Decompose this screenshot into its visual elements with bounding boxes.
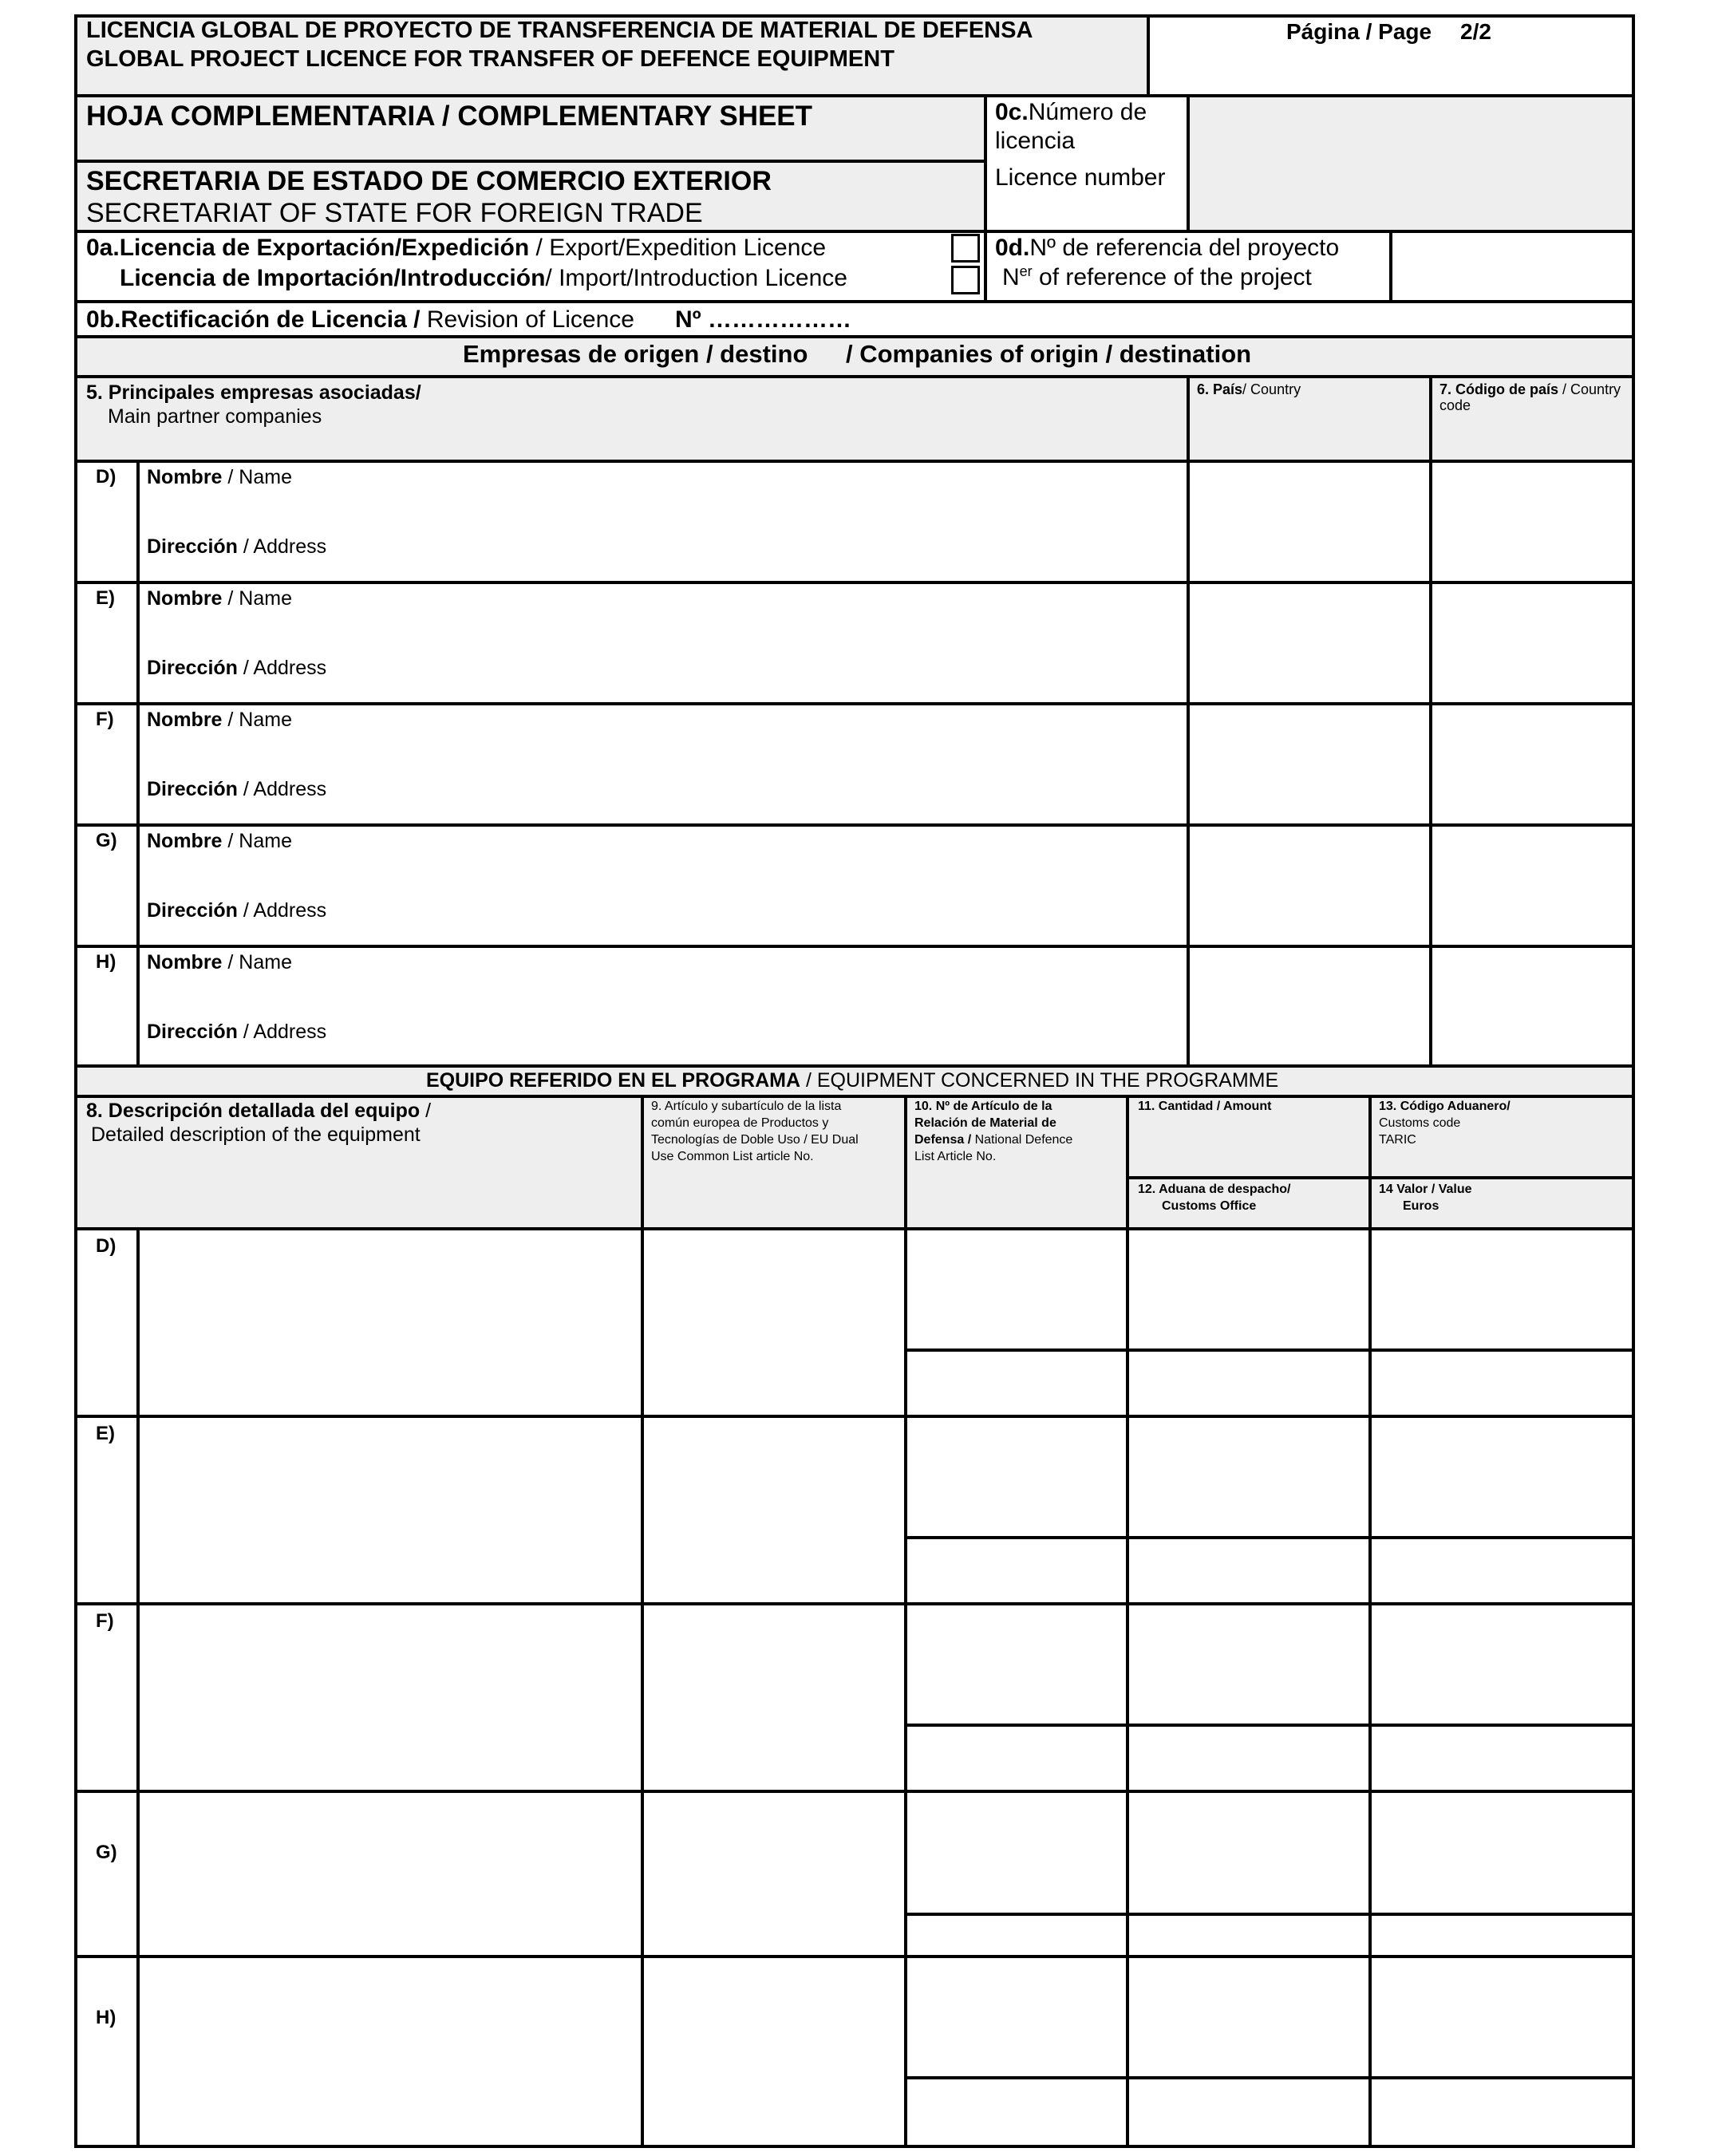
col7-header-text (1439, 381, 1621, 398)
export-licence-es: Licencia de Exportación/Expedición (119, 235, 530, 261)
col8-header-text (86, 1100, 431, 1123)
equipment-e-customs-code[interactable] (1368, 1415, 1635, 1539)
company-g-name-address[interactable] (136, 823, 1190, 948)
company-name-label-bold: Nombre (147, 466, 223, 488)
equipment-f-customs-code[interactable] (1368, 1602, 1635, 1727)
equipment-d-description[interactable] (136, 1227, 644, 1418)
col12-header-1: 12. Aduana de despacho/ (1138, 1183, 1291, 1196)
company-g-country[interactable] (1187, 823, 1432, 948)
header-title-en: GLOBAL PROJECT LICENCE FOR TRANSFER OF DEFENCE EQUIPMENT (86, 46, 894, 72)
equipment-row-label: E) (96, 1423, 115, 1444)
field-0c-label-es-1: Número de (1028, 99, 1147, 125)
company-f-country-code[interactable] (1429, 702, 1635, 827)
equipment-d-defence-article[interactable] (904, 1227, 1129, 1352)
company-address-label (147, 899, 326, 922)
company-row-label: G) (96, 830, 117, 851)
companies-section-en: / Companies of origin / destination (846, 340, 1252, 368)
equipment-e-description[interactable] (136, 1415, 644, 1605)
col10-line-3-bold: Defensa / (914, 1133, 972, 1147)
header-title-es: LICENCIA GLOBAL DE PROYECTO DE TRANSFERENCIA DE MATERIAL DE DEFENSA (86, 18, 1033, 43)
company-name-label-en: / Name (222, 466, 292, 488)
company-name-label-bold: Nombre (147, 830, 223, 852)
page-label: Página / Page (1286, 19, 1432, 44)
company-d-country-code[interactable] (1429, 460, 1635, 584)
col7-header-en-1: / Country (1558, 381, 1621, 397)
company-address-label-bold: Dirección (147, 657, 238, 679)
col6-header-en: / Country (1242, 381, 1301, 397)
company-h-name-address[interactable] (136, 945, 1190, 1069)
company-name-label-en: / Name (222, 709, 292, 731)
company-address-label (147, 1021, 326, 1044)
company-h-country[interactable] (1187, 945, 1432, 1069)
field-0a-number: 0a. (86, 235, 120, 261)
field-0c-number: 0c. (995, 99, 1029, 125)
company-name-label-en: / Name (222, 951, 292, 973)
equipment-f-value[interactable] (1368, 1724, 1635, 1793)
company-address-label-bold: Dirección (147, 778, 238, 800)
company-name-label (147, 709, 292, 732)
col7-header-bold: 7. Código de país (1439, 381, 1559, 397)
licence-number-input[interactable] (1187, 94, 1635, 233)
equipment-f-customs-office[interactable] (1126, 1724, 1372, 1793)
company-name-label-en: / Name (222, 587, 292, 610)
export-licence-en: / Export/Expedition Licence (529, 235, 827, 261)
col10-line-3 (914, 1133, 1072, 1147)
equipment-f-amount[interactable] (1126, 1602, 1372, 1727)
equipment-d-dual-use-article[interactable] (641, 1227, 907, 1418)
col9-line-1: 9. Artículo y subartículo de la lista (651, 1100, 842, 1113)
revision-label (86, 306, 634, 334)
col6-header-text (1197, 381, 1301, 398)
equipment-e-defence-article-extra[interactable] (904, 1536, 1129, 1605)
equipment-e-amount[interactable] (1126, 1415, 1372, 1539)
equipment-e-dual-use-article[interactable] (641, 1415, 907, 1605)
company-address-label-en: / Address (237, 535, 327, 558)
company-address-label-en: / Address (237, 657, 327, 679)
company-e-name-address[interactable] (136, 581, 1190, 705)
company-address-label-en: / Address (237, 899, 327, 922)
equipment-row-label-cell (74, 1790, 140, 1958)
authority-es: SECRETARIA DE ESTADO DE COMERCIO EXTERIOR (86, 166, 772, 196)
equipment-g-customs-office[interactable] (1126, 1913, 1372, 1958)
equipment-h-amount[interactable] (1126, 1955, 1372, 2079)
company-address-label-en: / Address (237, 778, 327, 800)
import-licence-es: Licencia de Importación/Introducción (120, 265, 546, 291)
company-name-label-bold: Nombre (147, 709, 223, 731)
col9-line-3: Tecnologías de Doble Uso / EU Dual (651, 1133, 859, 1147)
project-reference-label-en (1002, 263, 1312, 292)
field-0d-number: 0d. (995, 235, 1030, 261)
col6-header-bold: 6. País (1197, 381, 1243, 397)
equipment-d-defence-article-extra[interactable] (904, 1348, 1129, 1418)
equipment-e-value[interactable] (1368, 1536, 1635, 1605)
export-licence-label (86, 235, 826, 263)
import-licence-checkbox[interactable] (951, 266, 980, 294)
equipment-h-customs-office[interactable] (1126, 2076, 1372, 2148)
equipment-f-description[interactable] (136, 1602, 644, 1793)
company-name-label-bold: Nombre (147, 587, 223, 610)
company-e-country[interactable] (1187, 581, 1432, 705)
col9-line-4: Use Common List article No. (651, 1150, 814, 1163)
licence-number-label-es (995, 99, 1147, 127)
col14-header-1: 14 Valor / Value (1379, 1183, 1472, 1196)
import-licence-label (120, 265, 847, 293)
equipment-g-dual-use-article[interactable] (641, 1790, 907, 1958)
companies-section-es: Empresas de origen / destino (463, 340, 808, 368)
company-f-country[interactable] (1187, 702, 1432, 827)
company-d-country[interactable] (1187, 460, 1432, 584)
company-row-label: E) (96, 587, 115, 609)
col10-line-1: 10. Nº de Artículo de la (914, 1100, 1052, 1113)
project-reference-label-es (995, 235, 1339, 263)
col10-line-4: List Article No. (914, 1150, 997, 1163)
col13-header-en-1: Customs code (1379, 1116, 1461, 1130)
equipment-d-customs-office[interactable] (1126, 1348, 1372, 1418)
field-0c-label-en: Licence number (995, 164, 1166, 191)
equipment-g-defence-article[interactable] (904, 1790, 1129, 1916)
col10-line-2: Relación de Material de (914, 1116, 1056, 1130)
company-e-country-code[interactable] (1429, 581, 1635, 705)
equipment-e-defence-article[interactable] (904, 1415, 1129, 1539)
col7-header-en-2: code (1439, 397, 1471, 413)
equipment-h-description[interactable] (136, 1955, 644, 2148)
col10-line-3-en: National Defence (971, 1133, 1073, 1147)
equipment-g-customs-code[interactable] (1368, 1790, 1635, 1916)
export-licence-checkbox[interactable] (951, 234, 980, 263)
equipment-g-value[interactable] (1368, 1913, 1635, 1958)
field-0c-label-es-2: licencia (995, 128, 1076, 154)
company-g-country-code[interactable] (1429, 823, 1635, 948)
company-f-name-address[interactable] (136, 702, 1190, 827)
equipment-f-defence-article[interactable] (904, 1602, 1129, 1727)
company-row-label: F) (96, 709, 114, 730)
company-name-label (147, 951, 292, 974)
company-address-label (147, 657, 326, 680)
col11-header-text: 11. Cantidad / Amount (1138, 1100, 1272, 1113)
equipment-row-label: F) (96, 1610, 114, 1632)
page-number: 2/2 (1460, 19, 1491, 44)
authority-en: SECRETARIAT OF STATE FOR FOREIGN TRADE (86, 198, 703, 228)
company-address-label (147, 535, 326, 559)
col12-header-2: Customs Office (1162, 1199, 1257, 1213)
field-0d-label-es: Nº de referencia del proyecto (1029, 235, 1340, 261)
equipment-section-bold: EQUIPO REFERIDO EN EL PROGRAMA (426, 1069, 801, 1092)
col8-header-slash: / (420, 1100, 432, 1122)
import-licence-en: / Import/Introduction Licence (545, 265, 847, 291)
equipment-h-value[interactable] (1368, 2076, 1635, 2148)
sheet-title: HOJA COMPLEMENTARIA / COMPLEMENTARY SHEET (86, 101, 813, 132)
company-h-country-code[interactable] (1429, 945, 1635, 1069)
company-name-label (147, 830, 292, 853)
equipment-h-defence-article-extra[interactable] (904, 2076, 1129, 2148)
company-address-label-bold: Dirección (147, 535, 238, 558)
col5-header-bold: 5. Principales empresas asociadas/ (86, 381, 421, 404)
equipment-g-amount[interactable] (1126, 1790, 1372, 1916)
equipment-row-label: D) (96, 1235, 117, 1257)
company-name-label-en: / Name (222, 830, 292, 852)
equipment-d-customs-code[interactable] (1368, 1227, 1635, 1352)
equipment-g-defence-article-extra[interactable] (904, 1913, 1129, 1958)
company-address-label-bold: Dirección (147, 1021, 238, 1043)
equipment-row-label-cell (74, 1955, 140, 2148)
equipment-e-customs-office[interactable] (1126, 1536, 1372, 1605)
equipment-d-amount[interactable] (1126, 1227, 1372, 1352)
field-0b-number: 0b. (86, 306, 121, 333)
company-address-label-bold: Dirección (147, 899, 238, 922)
col9-line-2: común europea de Productos y (651, 1116, 829, 1130)
field-0d-en-prefix: N (1002, 264, 1020, 290)
col13-header-bold: 13. Código Aduanero/ (1379, 1100, 1511, 1113)
equipment-d-value[interactable] (1368, 1348, 1635, 1418)
col8-header-bold: 8. Descripción detallada del equipo (86, 1100, 421, 1122)
col14-header-2: Euros (1403, 1199, 1439, 1213)
company-name-label (147, 587, 292, 610)
equipment-h-dual-use-article[interactable] (641, 1955, 907, 2148)
equipment-g-description[interactable] (136, 1790, 644, 1958)
col13-header-en-2: TARIC (1379, 1133, 1416, 1147)
equipment-section-en: / EQUIPMENT CONCERNED IN THE PROGRAMME (800, 1069, 1279, 1092)
equipment-f-defence-article-extra[interactable] (904, 1724, 1129, 1793)
company-name-label (147, 466, 292, 489)
equipment-row-label: G) (96, 1842, 117, 1863)
equipment-h-customs-code[interactable] (1368, 1955, 1635, 2079)
field-0d-en-sup: er (1019, 263, 1033, 279)
company-name-label-bold: Nombre (147, 951, 223, 973)
company-d-name-address[interactable] (136, 460, 1190, 584)
revision-label-en: Revision of Licence (420, 306, 634, 333)
equipment-row-label: H) (96, 2007, 117, 2028)
col5-header-en: Main partner companies (108, 405, 322, 428)
project-reference-input[interactable] (1389, 230, 1635, 303)
company-address-label-en: / Address (237, 1021, 327, 1043)
company-row-label: H) (96, 951, 117, 973)
field-0d-en-rest: of reference of the project (1032, 264, 1312, 290)
col8-header-en: Detailed description of the equipment (91, 1123, 421, 1146)
company-row-label: D) (96, 466, 117, 488)
revision-number-label[interactable]: Nº ……………… (675, 306, 851, 333)
equipment-f-dual-use-article[interactable] (641, 1602, 907, 1793)
revision-label-es: Rectificación de Licencia / (120, 306, 421, 333)
company-address-label (147, 778, 326, 801)
equipment-section-title (426, 1069, 1278, 1092)
equipment-h-defence-article[interactable] (904, 1955, 1129, 2079)
